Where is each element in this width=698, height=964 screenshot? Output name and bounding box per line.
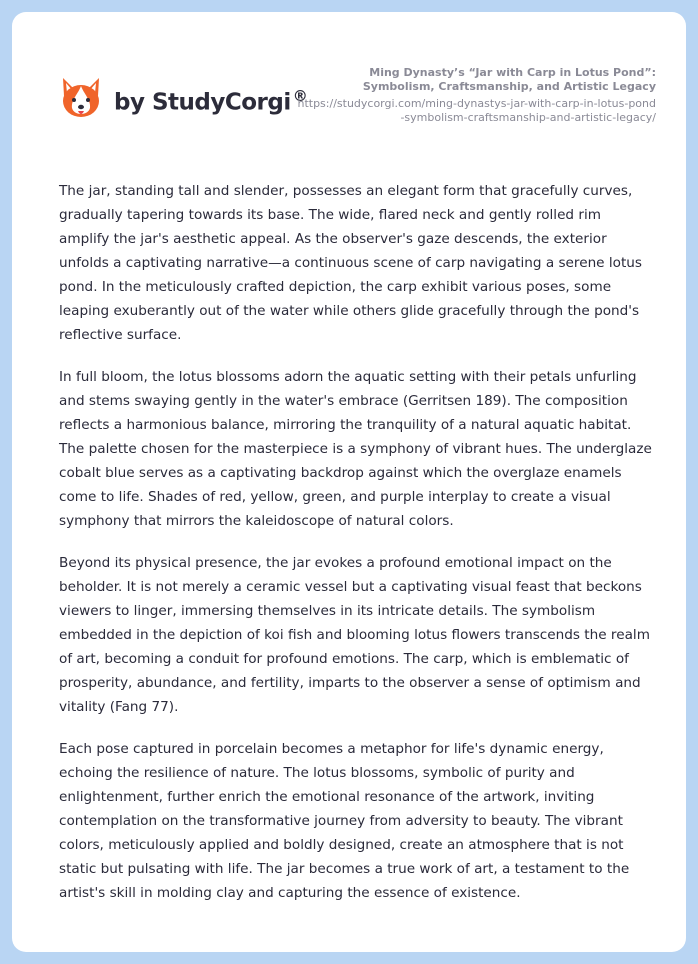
document-meta xyxy=(296,66,656,125)
document-url[interactable]: https://studycorgi.com/ming-dynastys-jar-with-carp-in-lotus-pond-symbolism-craftsmanship-and-artistic-legacy/ xyxy=(297,97,656,124)
brand-text: by StudyCorgi xyxy=(114,89,291,116)
paragraph: In full bloom, the lotus blossoms adorn the aquatic setting with their petals unfurling and stems swaying gently in the water's embrace (Gerritsen 189). The composition reflects a harmonious balance, mirroring the tranquility of a natural aquatic habitat. The palette chosen for the masterpiece is a symphony of vibrant hues. The underglaze cobalt blue serves as a captivating backdrop against which the overglaze enamels come to life. Shades of red, yellow, green, and purple interplay to create a visual symphony that mirrors the kaleidoscope of natural colors. xyxy=(59,369,652,529)
studycorgi-logo[interactable] xyxy=(60,76,307,120)
paragraph: Each pose captured in porcelain becomes a metaphor for life's dynamic energy, echoing the resilience of nature. The lotus blossoms, symbolic of purity and enlightenment, further enrich the emotional resonance of the artwork, inviting contemplation on the transformative journey from adversity to beauty. The vibrant colors, meticulously applied and boldly designed, create an atmosphere that is not static but pulsating with life. The jar becomes a true work of art, a testament to the artist's skill in molding clay and capturing the essence of existence. xyxy=(59,741,630,901)
paragraph: Beyond its physical presence, the jar evokes a profound emotional impact on the beholder. It is not merely a ceramic vessel but a captivating visual feast that beckons viewers to linger, immersing themselves in its intricate details. The symbolism embedded in the depiction of koi fish and blooming lotus flowers transcends the realm of art, becoming a conduit for profound emotions. The carp, which is emblematic of prosperity, abundance, and fertility, imparts to the observer a sense of optimism and vitality (Fang 77). xyxy=(59,555,650,715)
brand-name xyxy=(114,87,307,116)
registered-mark: ® xyxy=(292,86,308,105)
paragraph: The jar, standing tall and slender, possesses an elegant form that gracefully curves, gradually tapering towards its base. The wide, flared neck and gently rolled rim amplify the jar's aesthetic appeal. As the observer's gaze descends, the exterior unfolds a captivating narrative—a continuous scene of carp navigating a serene lotus pond. In the meticulously crafted depiction, the carp exhibit various poses, some leaping exuberantly out of the water while others glide gracefully through the pond's reflective surface. xyxy=(59,183,642,343)
corgi-icon xyxy=(60,76,102,120)
essay-body xyxy=(59,179,653,923)
document-page xyxy=(12,12,686,952)
document-title: Ming Dynasty’s “Jar with Carp in Lotus Pond”: Symbolism, Craftsmanship, and Artistic Legacy xyxy=(362,66,656,93)
